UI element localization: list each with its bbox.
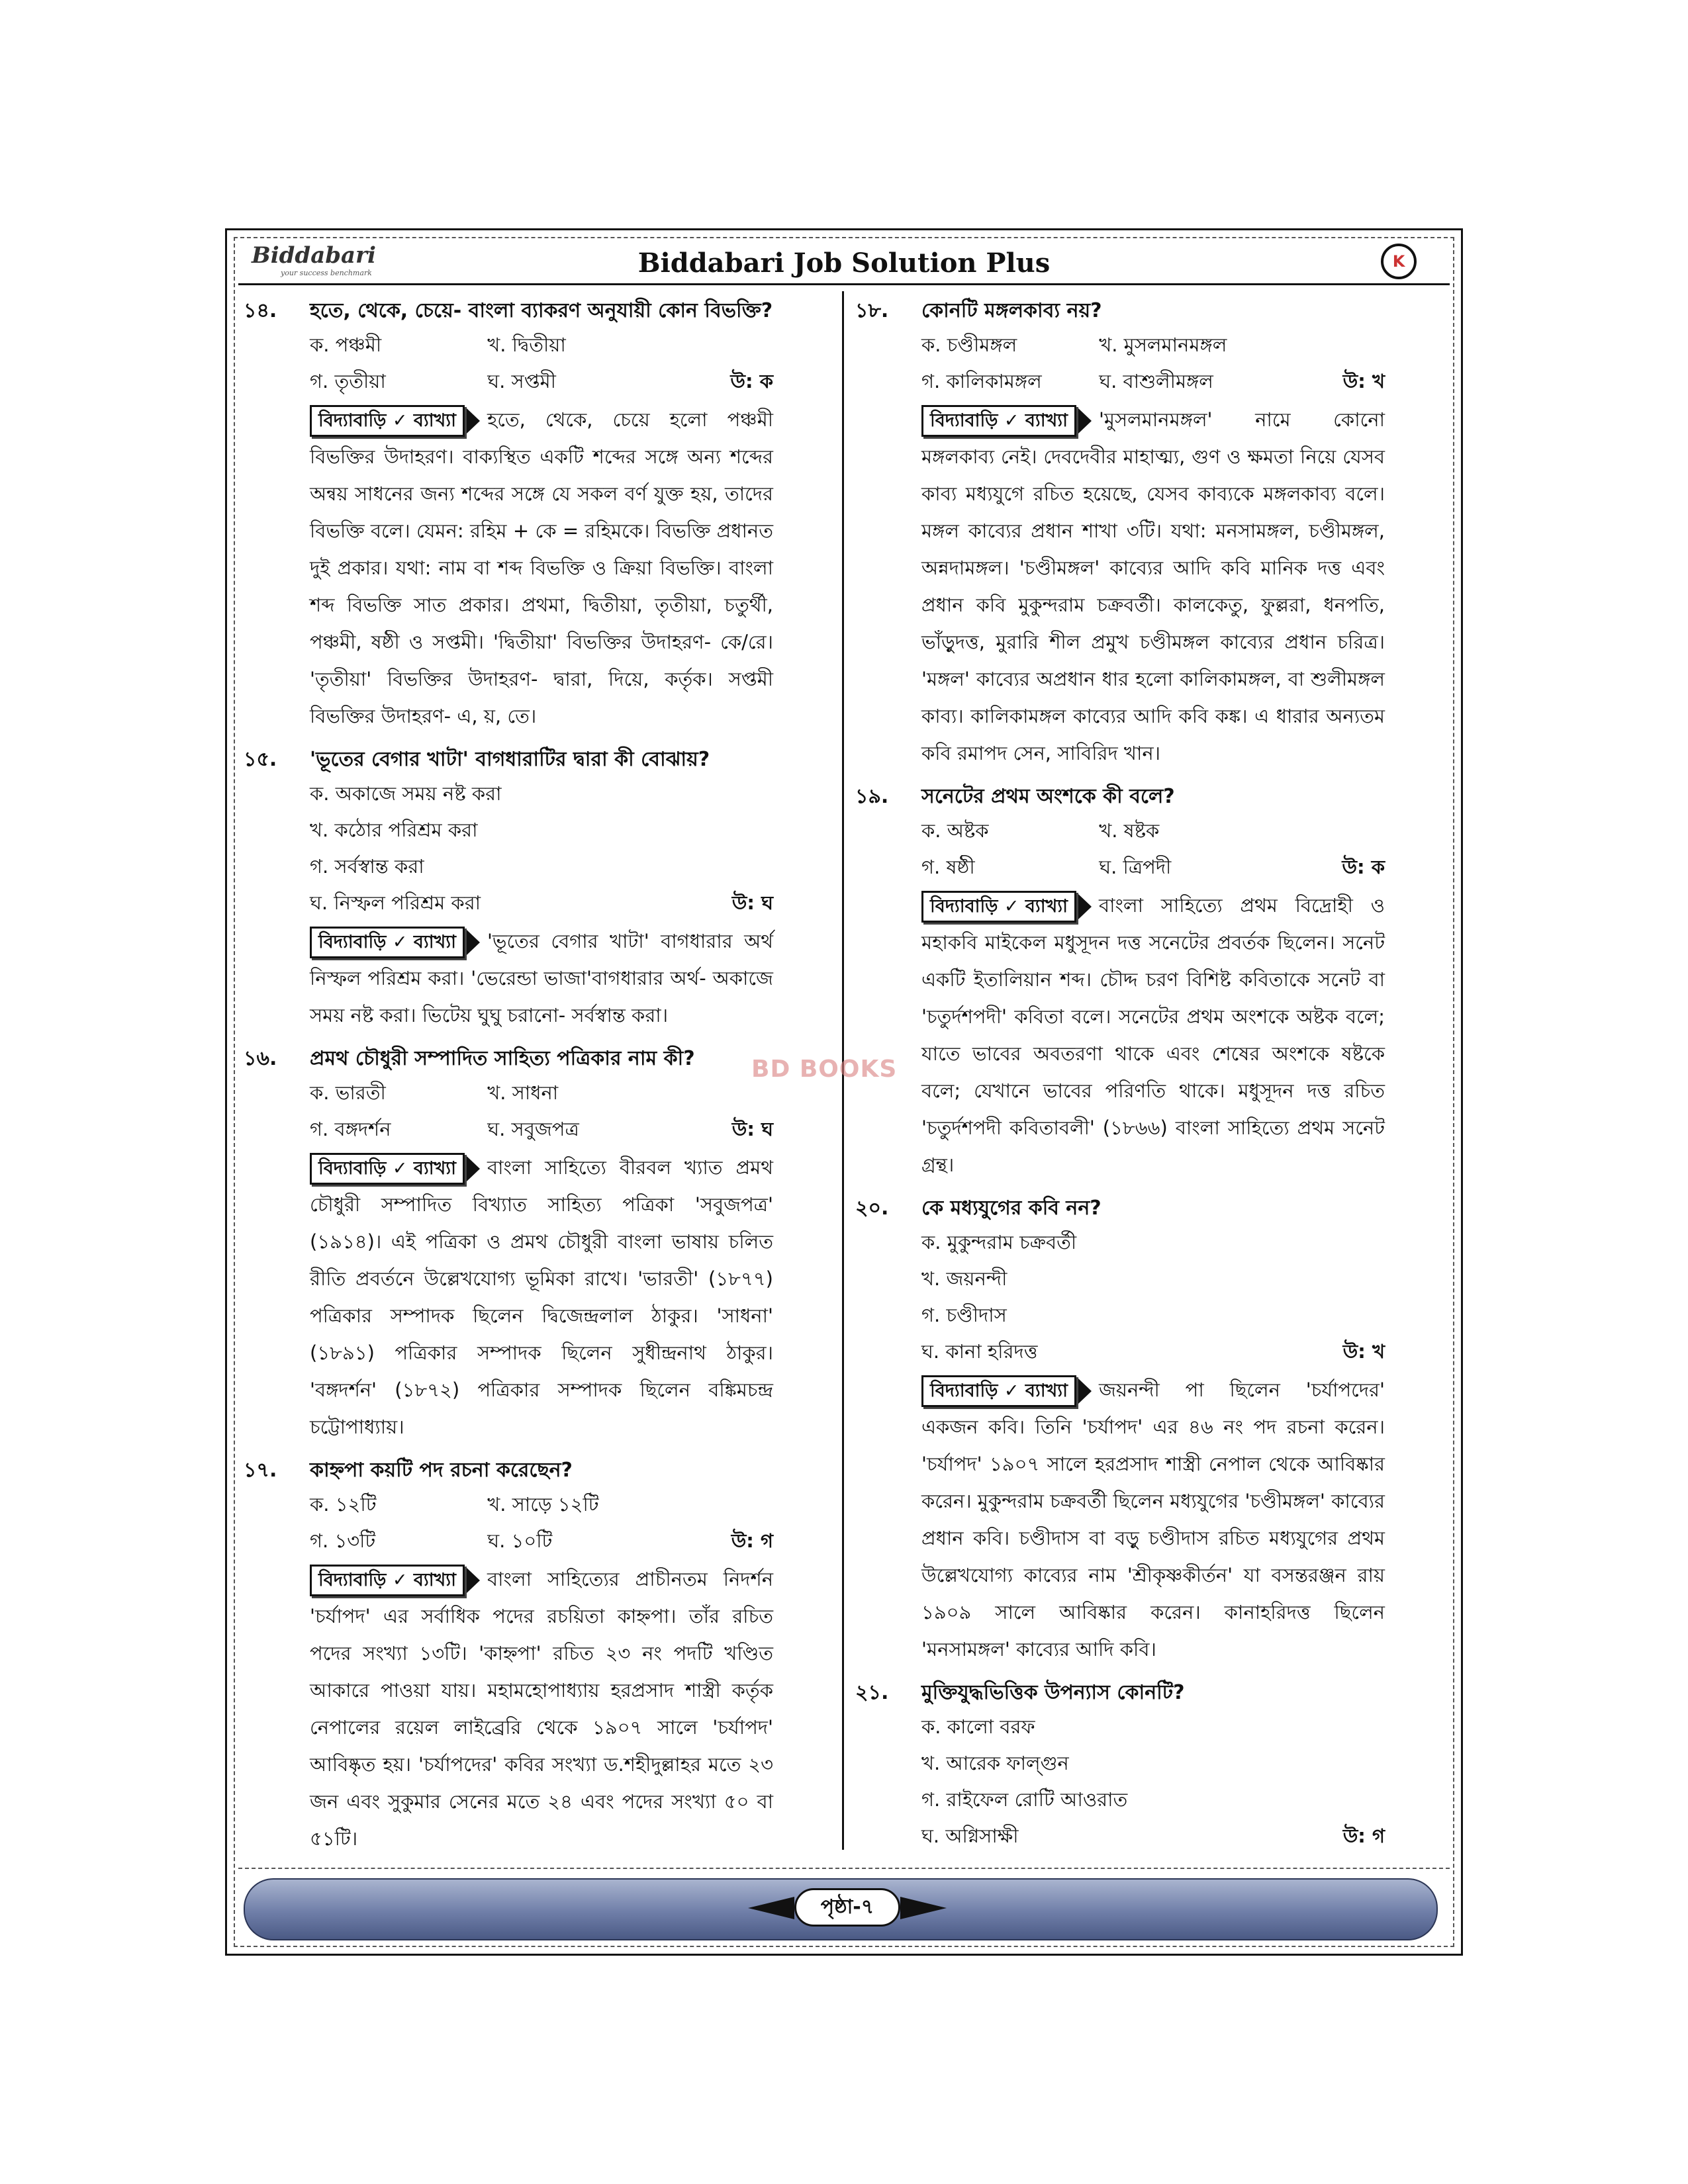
question-number: ২১. xyxy=(855,1681,889,1704)
option-item: গ. তৃতীয়া xyxy=(310,370,386,392)
option-item: ঘ. নিস্ফল পরিশ্রম করা xyxy=(310,891,481,914)
logo-tagline: your success benchmark xyxy=(281,269,372,277)
answer-label xyxy=(1312,327,1385,363)
arrow-right-icon xyxy=(900,1897,947,1919)
option-row xyxy=(921,1709,1385,1745)
option-item: ঘ. বাশুলীমঙ্গল xyxy=(1099,370,1213,392)
explanation xyxy=(855,1371,1385,1668)
question-block xyxy=(855,781,1385,1183)
answer-value: গ xyxy=(1372,1825,1385,1847)
option-item: খ. মুসলমানমঙ্গল xyxy=(1099,334,1227,356)
page-header xyxy=(238,238,1450,285)
explanation-tag-wrap xyxy=(921,1371,1084,1408)
explanation-tag: বিদ্যাবাড়ি ✓ ব্যাখ্যা xyxy=(310,1153,465,1185)
explanation-tag: বিদ্যাবাড়ি ✓ ব্যাখ্যা xyxy=(921,405,1076,437)
answer-label xyxy=(1312,849,1385,886)
question-text: কে মধ্যযুগের কবি নন? xyxy=(921,1197,1102,1220)
option-row xyxy=(310,363,773,400)
option-item: ক. অকাজে সময় নষ্ট করা xyxy=(310,782,502,805)
answer-label xyxy=(700,885,773,921)
question-heading xyxy=(855,1193,1385,1224)
explanation-tag-wrap xyxy=(310,1149,473,1186)
explanation-text: 'মুসলমানমঙ্গল' নামে কোনো মঙ্গলকাব্য নেই। দেবদেবীর মাহাত্ম্য, গুণ ও ক্ষমতা নিয়ে যেসব কাব্য মধ্যযুগে রচিত হয়েছে, যেসব কাব্যকে মঙ্গলকাব্য বলে। মঙ্গল কাব্যের প্রধান শাখা ৩টি। যথা: মনসামঙ্গল, চণ্ডীমঙ্গল, অন্নদামঙ্গল। 'চণ্ডীমঙ্গল' কাব্যের আদি কবি মানিক দত্ত এবং প্রধান কবি মুকুন্দরাম চক্রবর্তী। কালকেতু, ফুল্লরা, ধনপতি, ভাঁড়ুদত্ত, মুরারি শীল প্রমুখ চণ্ডীমঙ্গল কাব্যের প্রধান চরিত্র। 'মঙ্গল' কাব্যের অপ্রধান ধার হলো কালিকামঙ্গল, বা শুলীমঙ্গল কাব্য। কালিকামঙ্গল কাব্যের আদি কবি কঙ্ক। এ ধারার অন্যতম কবি রমাপদ সেন, সাবিরিদ খান। xyxy=(921,408,1385,764)
option-row xyxy=(921,363,1385,400)
question-block xyxy=(244,295,773,735)
option-item: ক. কালো বরফ xyxy=(921,1715,1035,1738)
answer-value: ঘ xyxy=(761,1118,773,1140)
question-block xyxy=(855,295,1385,772)
option-item: ক. ১২টি xyxy=(310,1493,377,1516)
right-column xyxy=(855,295,1385,1864)
question-heading xyxy=(244,1043,773,1075)
explanation-tag: বিদ্যাবাড়ি ✓ ব্যাখ্যা xyxy=(310,405,465,437)
option-item: গ. কালিকামঙ্গল xyxy=(921,370,1042,392)
question-text: কোনটি মঙ্গলকাব্য নয়? xyxy=(921,299,1102,322)
option-row xyxy=(921,1334,1385,1370)
answer-label xyxy=(700,1111,773,1148)
option-item: ঘ. সপ্তমী xyxy=(487,370,556,392)
option-item: গ. ১৩টি xyxy=(310,1529,376,1552)
explanation-text: জয়নন্দী পা ছিলেন 'চর্যাপদের' একজন কবি। তিনি 'চর্যাপদ' এর ৪৬ নং পদ রচনা করেন। 'চর্যাপদ' ১৯০৭ সালে হরপ্রসাদ শাস্ত্রী নেপাল থেকে আবিষ্কার করেন। মুকুন্দরাম চক্রবর্তী ছিলেন মধ্যযুগের 'চণ্ডীমঙ্গল' কাব্যের প্রধান কবি। চণ্ডীদাস বা বড়ু চণ্ডীদাস রচিত মধ্যযুগের প্রথম উল্লেখযোগ্য কাব্যের নাম 'শ্রীকৃষ্ণকীর্তন' যা বসন্তরঞ্জন রায় ১৯০৯ সালে আবিষ্কার করেন। কানাহরিদত্ত ছিলেন 'মনসামঙ্গল' কাব্যের আদি কবি। xyxy=(921,1379,1385,1661)
question-heading xyxy=(855,1677,1385,1709)
question-heading xyxy=(244,295,773,327)
option-item: ঘ. সবুজপত্র xyxy=(487,1118,579,1140)
option-row xyxy=(921,1224,1385,1261)
option-item: ক. ভারতী xyxy=(310,1081,386,1104)
answer-label xyxy=(700,1523,773,1559)
question-number: ১৭. xyxy=(244,1459,277,1482)
biddabari-logo: Biddabari xyxy=(252,242,376,269)
question-block xyxy=(244,1043,773,1445)
answer-value: গ xyxy=(760,1529,773,1552)
answer-prefix: উ: xyxy=(730,370,753,392)
explanation xyxy=(244,923,773,1034)
options-list xyxy=(855,1709,1385,1854)
option-item: গ. ষষ্ঠী xyxy=(921,856,975,878)
options-list xyxy=(244,1075,773,1148)
answer-label xyxy=(700,363,773,400)
question-number: ১৫. xyxy=(244,748,277,771)
question-number: ১৯. xyxy=(855,785,889,808)
option-row xyxy=(310,327,773,363)
options-list xyxy=(855,1224,1385,1370)
option-item: ক. পঞ্চমী xyxy=(310,334,382,356)
question-number: ১৪. xyxy=(244,299,277,322)
option-row xyxy=(921,1782,1385,1818)
option-row xyxy=(921,1818,1385,1854)
answer-value: ঘ xyxy=(761,891,773,914)
option-row xyxy=(921,849,1385,886)
explanation-tag: বিদ্যাবাড়ি ✓ ব্যাখ্যা xyxy=(921,1375,1076,1407)
option-item: গ. বঙ্গদর্শন xyxy=(310,1118,391,1140)
answer-label xyxy=(1312,363,1385,400)
explanation-text: 'ভূতের বেগার খাটা' বাগধারার অর্থ নিস্ফল পরিশ্রম করা। 'ভেরেন্ডা ভাজা'বাগধারার অর্থ- অকাজে সময় নষ্ট করা। ভিটেয় ঘুঘু চরানো- সর্বস্বান্ত করা। xyxy=(310,930,773,1026)
option-item: খ. কঠোর পরিশ্রম করা xyxy=(310,819,478,841)
question-block xyxy=(244,744,773,1034)
explanation-tag-wrap xyxy=(921,401,1084,438)
explanation-tag: বিদ্যাবাড়ি ✓ ব্যাখ্যা xyxy=(921,891,1076,923)
option-row xyxy=(921,327,1385,363)
question-text: 'ভূতের বেগার খাটা' বাগধারাটির দ্বারা কী বোঝায়? xyxy=(310,748,710,771)
question-text: মুক্তিযুদ্ধভিত্তিক উপন্যাস কোনটি? xyxy=(921,1681,1185,1704)
explanation-tag: বিদ্যাবাড়ি ✓ ব্যাখ্যা xyxy=(310,1565,465,1596)
header-divider xyxy=(238,283,1450,285)
option-item: খ. জয়নন্দী xyxy=(921,1267,1008,1290)
question-block xyxy=(855,1193,1385,1668)
option-item: ক. মুকুন্দরাম চক্রবর্তী xyxy=(921,1231,1077,1253)
answer-value: ক xyxy=(759,370,773,392)
page-number-badge xyxy=(748,1885,947,1931)
answer-prefix: উ: xyxy=(731,891,755,914)
question-block xyxy=(855,1677,1385,1854)
option-item: খ. ষষ্টক xyxy=(1099,819,1160,842)
explanation-tag: বিদ্যাবাড়ি ✓ ব্যাখ্যা xyxy=(310,927,465,958)
options-list xyxy=(244,776,773,921)
explanation-tag-wrap xyxy=(310,1561,473,1598)
answer-label xyxy=(1312,813,1385,849)
brand-badge-icon: K xyxy=(1381,244,1417,279)
option-item: খ. সাড়ে ১২টি xyxy=(487,1493,599,1516)
question-number: ২০. xyxy=(855,1197,889,1220)
question-text: হতে, থেকে, চেয়ে- বাংলা ব্যাকরণ অনুযায়ী কোন বিভক্তি? xyxy=(310,299,773,322)
option-row xyxy=(310,776,773,812)
option-item: ক. চণ্ডীমঙ্গল xyxy=(921,334,1017,356)
option-row xyxy=(310,1075,773,1111)
footer-divider xyxy=(238,1868,1450,1869)
option-row xyxy=(921,1261,1385,1297)
answer-value: খ xyxy=(1372,1340,1385,1363)
answer-value: ক xyxy=(1371,856,1385,878)
explanation xyxy=(244,1149,773,1445)
option-row xyxy=(310,848,773,885)
option-item: ঘ. কানা হরিদত্ত xyxy=(921,1340,1038,1363)
explanation-tag-wrap xyxy=(921,887,1084,924)
option-row xyxy=(921,813,1385,849)
question-heading xyxy=(855,781,1385,813)
arrow-left-icon xyxy=(748,1897,794,1919)
answer-prefix: উ: xyxy=(1342,370,1366,392)
question-heading xyxy=(244,744,773,776)
option-item: ঘ. অগ্নিসাক্ষী xyxy=(921,1825,1019,1847)
explanation-text: হতে, থেকে, চেয়ে হলো পঞ্চমী বিভক্তির উদাহরণ। বাক্যস্থিত একটি শব্দের সঙ্গে অন্য শব্দের অন্বয় সাধনের জন্য শব্দের সঙ্গে যে সকল বর্ণ যুক্ত হয়, তাদের বিভক্তি বলে। যেমন: রহিম + কে = রহিমকে। বিভক্তি প্রধানত দুই প্রকার। যথা: নাম বা শব্দ বিভক্তি ও ক্রিয়া বিভক্তি। বাংলা শব্দ বিভক্তি সাত প্রকার। প্রথমা, দ্বিতীয়া, তৃতীয়া, চতুর্থী, পঞ্চমী, ষষ্ঠী ও সপ্তমী। 'দ্বিতীয়া' বিভক্তির উদাহরণ- কে/রে। 'তৃতীয়া' বিভক্তির উদাহরণ- দ্বারা, দিয়ে, কর্তৃক। সপ্তমী বিভক্তির উদাহরণ- এ, য়, তে। xyxy=(310,408,773,727)
answer-label xyxy=(1312,1334,1385,1370)
question-block xyxy=(244,1455,773,1857)
option-row xyxy=(921,1745,1385,1782)
option-row xyxy=(310,1523,773,1559)
answer-prefix: উ: xyxy=(1342,1825,1366,1847)
explanation xyxy=(855,887,1385,1183)
page-number: পৃষ্ঠা-৭ xyxy=(794,1888,900,1927)
explanation xyxy=(244,401,773,735)
explanation xyxy=(244,1561,773,1857)
question-heading xyxy=(855,295,1385,327)
option-row xyxy=(310,812,773,848)
option-item: ঘ. ত্রিপদী xyxy=(1099,856,1172,878)
answer-value: খ xyxy=(1372,370,1385,392)
answer-label xyxy=(700,327,773,363)
explanation xyxy=(855,401,1385,772)
option-item: খ. সাধনা xyxy=(487,1081,559,1104)
answer-label xyxy=(1312,1818,1385,1854)
question-number: ১৮. xyxy=(855,299,889,322)
explanation-text: বাংলা সাহিত্যে বীরবল খ্যাত প্রমথ চৌধুরী সম্পাদিত বিখ্যাত সাহিত্য পত্রিকা 'সবুজপত্র' (১৯১৪)। এই পত্রিকা ও প্রমথ চৌধুরী বাংলা ভাষায় চলিত রীতি প্রবর্তনে উল্লেখযোগ্য ভূমিকা রাখে। 'ভারতী' (১৮৭৭) পত্রিকার সম্পাদক ছিলেন দ্বিজেন্দ্রলাল ঠাকুর। 'সাধনা' (১৮৯১) পত্রিকার সম্পাদক ছিলেন সুধীন্দ্রনাথ ঠাকুর। 'বঙ্গদর্শন' (১৮৭২) পত্রিকার সম্পাদক ছিলেন বঙ্কিমচন্দ্র চট্টোপাধ্যায়। xyxy=(310,1156,773,1438)
options-list xyxy=(855,813,1385,886)
explanation-tag-wrap xyxy=(310,923,473,960)
question-text: প্রমথ চৌধুরী সম্পাদিত সাহিত্য পত্রিকার নাম কী? xyxy=(310,1047,695,1070)
question-heading xyxy=(244,1455,773,1486)
page-title: Biddabari Job Solution Plus xyxy=(637,248,1051,279)
question-text: কাহ্নপা কয়টি পদ রচনা করেছেন? xyxy=(310,1459,573,1482)
question-text: সনেটের প্রথম অংশকে কী বলে? xyxy=(921,785,1175,808)
explanation-text: বাংলা সাহিত্যে প্রথম বিদ্রোহী ও মহাকবি মাইকেল মধুসূদন দত্ত সনেটের প্রবর্তক ছিলেন। সনেট একটি ইতালিয়ান শব্দ। চৌদ্দ চরণ বিশিষ্ট কবিতাকে সনেট বা 'চতুর্দশপদী' কবিতা বলে। সনেটের প্রথম অংশকে অষ্টক বলে; যাতে ভাবের অবতরণা থাকে এবং শেষের অংশকে ষষ্টকে বলে; যেখানে ভাবের পরিণতি থাকে। মধুসূদন দত্ত রচিত 'চতুর্দশপদী কবিতাবলী' (১৮৬৬) বাংলা সাহিত্যে প্রথম সনেট গ্রন্থ। xyxy=(921,894,1385,1176)
option-item: ঘ. ১০টি xyxy=(487,1529,553,1552)
option-item: গ. রাইফেল রোটি আওরাত xyxy=(921,1788,1128,1811)
options-list xyxy=(244,327,773,400)
answer-prefix: উ: xyxy=(731,1529,754,1552)
option-item: খ. আরেক ফাল্গুন xyxy=(921,1752,1069,1774)
left-column xyxy=(244,295,773,1866)
option-row xyxy=(310,1111,773,1148)
option-item: গ. সর্বস্বান্ত করা xyxy=(310,855,424,878)
answer-prefix: উ: xyxy=(1342,1340,1366,1363)
options-list xyxy=(855,327,1385,400)
explanation-text: বাংলা সাহিত্যের প্রাচীনতম নিদর্শন 'চর্যাপদ' এর সর্বাধিক পদের রচয়িতা কাহ্নপা। তাঁর রচিত পদের সংখ্যা ১৩টি। 'কাহ্নপা' রচিত ২৩ নং পদটি খণ্ডিত আকারে পাওয়া যায়। মহামহোপাধ্যায় হরপ্রসাদ শাস্ত্রী কর্তৃক নেপালের রয়েল লাইব্রেরি থেকে ১৯০৭ সালে 'চর্যাপদ' আবিষ্কৃত হয়। 'চর্যাপদের' কবির সংখ্যা ড.শহীদুল্লাহর মতে ২৩ জন এবং সুকুমার সেনের মতে ২৪ এবং পদের সংখ্যা ৫০ বা ৫১টি। xyxy=(310,1568,773,1850)
options-list xyxy=(244,1486,773,1559)
option-row xyxy=(310,885,773,921)
option-row xyxy=(310,1486,773,1523)
answer-prefix: উ: xyxy=(731,1118,755,1140)
explanation-tag-wrap xyxy=(310,401,473,438)
option-item: ক. অষ্টক xyxy=(921,819,989,842)
watermark: BD BOOKS xyxy=(751,1056,898,1083)
question-number: ১৬. xyxy=(244,1047,277,1070)
option-item: খ. দ্বিতীয়া xyxy=(487,334,566,356)
answer-label xyxy=(700,1486,773,1523)
option-item: গ. চণ্ডীদাস xyxy=(921,1304,1007,1326)
answer-prefix: উ: xyxy=(1342,856,1365,878)
option-row xyxy=(921,1297,1385,1334)
